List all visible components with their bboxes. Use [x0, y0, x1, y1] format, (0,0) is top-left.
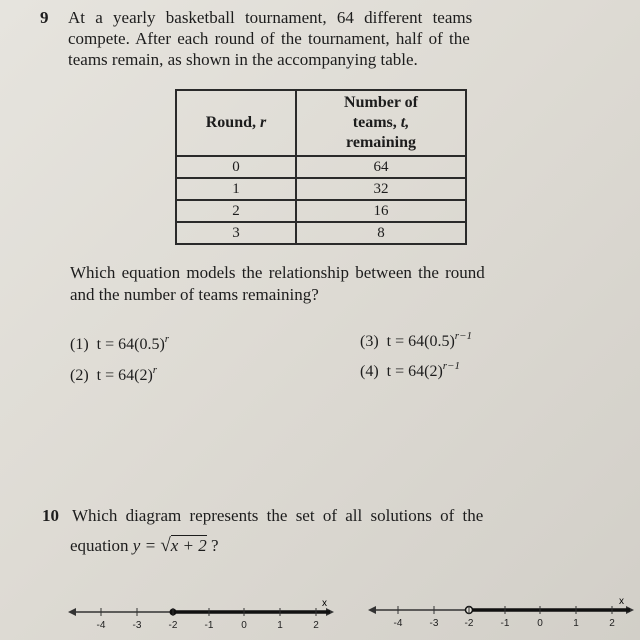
question-10-number: 10: [42, 506, 59, 525]
option-3[interactable]: (3) $t = 64(0.5)^{r-1}$: [360, 330, 472, 350]
question-9-line-3: teams remain, as shown in the accompanying table.: [68, 50, 418, 69]
table-row: [176, 178, 466, 200]
teams-cell: 16: [296, 200, 466, 222]
question-10-line-1: Which diagram represents the set of all solutions of the: [72, 506, 484, 525]
table-row: [176, 200, 466, 222]
tick-label: -1: [500, 618, 510, 629]
round-cell: 1: [176, 178, 296, 200]
tick-label: -3: [429, 618, 439, 629]
table-header-row: [176, 90, 466, 156]
tick-label: -4: [393, 618, 403, 629]
teams-cell: 8: [296, 222, 466, 244]
teams-cell: 64: [296, 156, 466, 178]
tick-label: -2: [464, 618, 474, 629]
option-1[interactable]: (1) $t = 64(0.5)^r$: [70, 333, 170, 353]
round-cell: 0: [176, 156, 296, 178]
option-2[interactable]: (2) $t = 64(2)^r$: [70, 364, 158, 384]
round-cell: 3: [176, 222, 296, 244]
tick-label: 2: [609, 618, 615, 629]
sqrt-symbol: √: [160, 535, 171, 556]
tick-label: -2: [168, 620, 178, 631]
question-9-prompt-2: and the number of teams remaining?: [70, 285, 319, 304]
tick-label: 1: [573, 618, 579, 629]
tick-label: 0: [537, 618, 543, 629]
number-line-diagrams: [0, 590, 640, 640]
number-line-1[interactable]: [68, 598, 334, 631]
tick-label: 1: [277, 620, 283, 631]
question-9-line-2: compete. After each round of the tournament, half of the: [68, 29, 470, 48]
number-line-2[interactable]: [368, 596, 634, 629]
option-4[interactable]: (4) $t = 64(2)^{r-1}$: [360, 360, 460, 380]
question-9-prompt-1: Which equation models the relationship between the round: [70, 263, 485, 282]
axis-label-x: x: [322, 598, 327, 609]
rounds-table: [175, 89, 467, 245]
question-9-line-1: At a yearly basketball tournament, 64 different teams: [68, 8, 473, 27]
radicand: x + 2: [170, 536, 207, 555]
tick-label: -3: [132, 620, 142, 631]
axis-label-x: x: [619, 596, 624, 607]
tick-label: -1: [204, 620, 214, 631]
table-row: [176, 156, 466, 178]
header-teams: Number of teams, t, remaining: [296, 90, 466, 156]
round-cell: 2: [176, 200, 296, 222]
question-9-number: 9: [40, 8, 49, 27]
tick-label: 2: [313, 620, 319, 631]
table-row: [176, 222, 466, 244]
tick-label: -4: [96, 620, 106, 631]
header-round: Round, r: [176, 90, 296, 156]
question-10-line-2: equation y = √x + 2 ?: [70, 535, 219, 556]
teams-cell: 32: [296, 178, 466, 200]
tick-label: 0: [241, 620, 247, 631]
